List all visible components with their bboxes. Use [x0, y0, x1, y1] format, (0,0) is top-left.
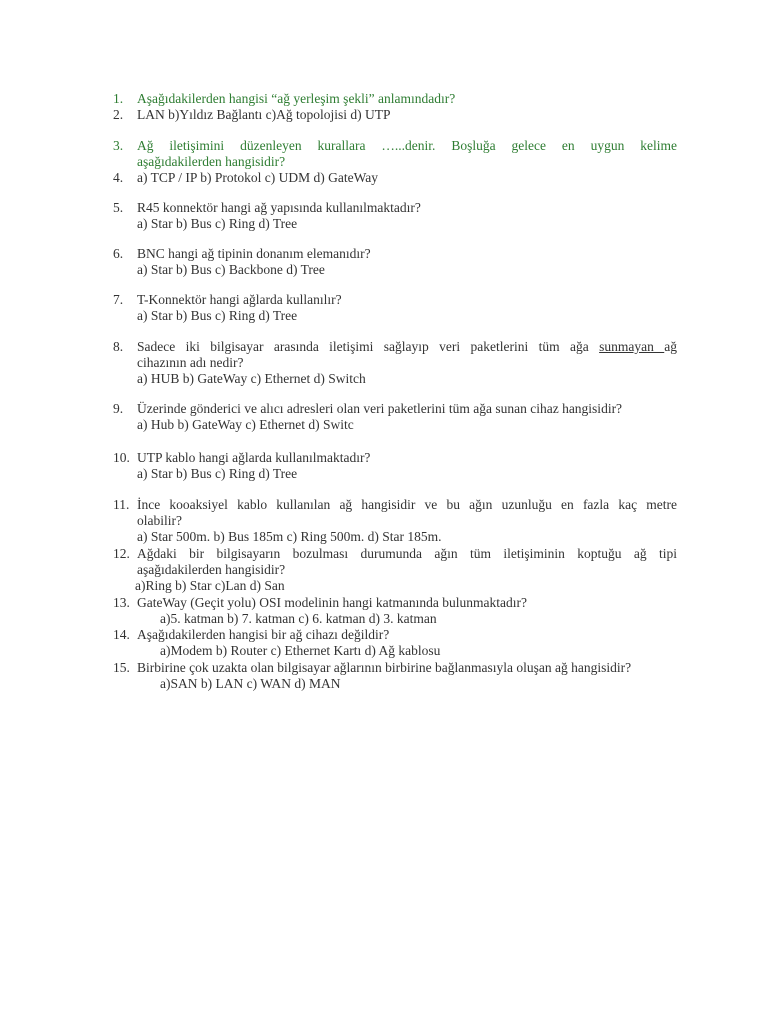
question-text: Aşağıdakilerden hangisi bir ağ cihazı değildir?: [137, 627, 390, 642]
question-text: T-Konnektör hangi ağlarda kullanılır?: [137, 292, 342, 307]
question-11: [113, 497, 677, 545]
question-3: [113, 138, 677, 170]
question-15: [113, 660, 677, 692]
question-number: 10.: [113, 450, 130, 465]
question-text: LAN b)Yıldız Bağlantı c)Ağ topolojisi d) UTP: [137, 107, 391, 122]
question-number: 15.: [113, 660, 130, 675]
question-number: 14.: [113, 627, 130, 642]
question-text: BNC hangi ağ tipinin donanım elemanıdır?: [137, 246, 371, 261]
question-1: [113, 91, 677, 107]
question-9: [113, 401, 677, 433]
question-text: R45 konnektör hangi ağ yapısında kullanılmaktadır?: [137, 200, 421, 215]
question-number: 9.: [113, 401, 124, 416]
answer-options: a) Star 500m. b) Bus 185m c) Ring 500m. d) Star 185m.: [137, 529, 442, 544]
question-text-line-1: Ağdaki bir bilgisayarın bozulması durumunda ağın tüm iletişiminin koptuğu ağ tipi: [137, 546, 677, 561]
question-4: [113, 170, 677, 186]
question-text-line-2: aşağıdakilerden hangisidir?: [137, 562, 286, 577]
question-text-line-2: aşağıdakilerden hangisidir?: [137, 154, 286, 169]
question-text: a) TCP / IP b) Protokol c) UDM d) GateWay: [137, 170, 379, 185]
answer-options: a) Star b) Bus c) Ring d) Tree: [137, 466, 298, 481]
question-number: 11.: [113, 497, 130, 512]
question-text-line-2: cihazının adı nedir?: [137, 355, 244, 370]
question-2: [113, 107, 677, 123]
answer-options: a) HUB b) GateWay c) Ethernet d) Switch: [137, 371, 366, 386]
answer-options: a)SAN b) LAN c) WAN d) MAN: [160, 676, 341, 691]
question-number: 6.: [113, 246, 124, 261]
question-8: [113, 339, 677, 387]
question-7: [113, 292, 677, 324]
question-number: 1.: [113, 91, 124, 106]
answer-options: a)Ring b) Star c)Lan d) San: [135, 578, 285, 593]
question-13: [113, 595, 677, 627]
question-number: 8.: [113, 339, 124, 354]
question-text: Üzerinde gönderici ve alıcı adresleri olan veri paketlerini tüm ağa sunan cihaz hangisidir?: [137, 401, 623, 416]
answer-options: a) Star b) Bus c) Ring d) Tree: [137, 216, 298, 231]
question-number: 2.: [113, 107, 124, 122]
question-5: [113, 200, 677, 232]
answer-options: a)Modem b) Router c) Ethernet Kartı d) Ağ kablosu: [160, 643, 441, 658]
answer-options: a) Star b) Bus c) Backbone d) Tree: [137, 262, 325, 277]
answer-options: a)5. katman b) 7. katman c) 6. katman d) 3. katman: [160, 611, 437, 626]
question-text-line-1: İnce kooaksiyel kablo kullanılan ağ hangisidir ve bu ağın uzunluğu en fazla kaç metre: [137, 497, 677, 512]
question-10: [113, 450, 677, 482]
question-number: 3.: [113, 138, 124, 153]
underlined-word: sunmayan: [599, 339, 665, 354]
question-text: Aşağıdakilerden hangisi “ağ yerleşim şekli” anlamındadır?: [137, 91, 456, 106]
question-number: 5.: [113, 200, 124, 215]
question-number: 4.: [113, 170, 124, 185]
question-text-line-1: Ağ iletişimini düzenleyen kurallara …...denir. Boşluğa gelece en uygun kelime: [137, 138, 677, 153]
question-text: UTP kablo hangi ağlarda kullanılmaktadır?: [137, 450, 371, 465]
question-text: GateWay (Geçit yolu) OSI modelinin hangi katmanında bulunmaktadır?: [137, 595, 527, 610]
question-text-line-1: Sadece iki bilgisayar arasında iletişimi sağlayıp veri paketlerini tüm ağa sunmayan ağ: [137, 339, 677, 354]
question-number: 13.: [113, 595, 130, 610]
question-text-line-2: olabilir?: [137, 513, 182, 528]
question-6: [113, 246, 677, 278]
question-number: 12.: [113, 546, 130, 561]
answer-options: a) Star b) Bus c) Ring d) Tree: [137, 308, 298, 323]
answer-options: a) Hub b) GateWay c) Ethernet d) Switc: [137, 417, 354, 432]
question-12: [113, 546, 677, 594]
question-14: [113, 627, 677, 659]
question-text: Birbirine çok uzakta olan bilgisayar ağlarının birbirine bağlanmasıyla oluşan ağ hangisidir?: [137, 660, 632, 675]
question-number: 7.: [113, 292, 124, 307]
